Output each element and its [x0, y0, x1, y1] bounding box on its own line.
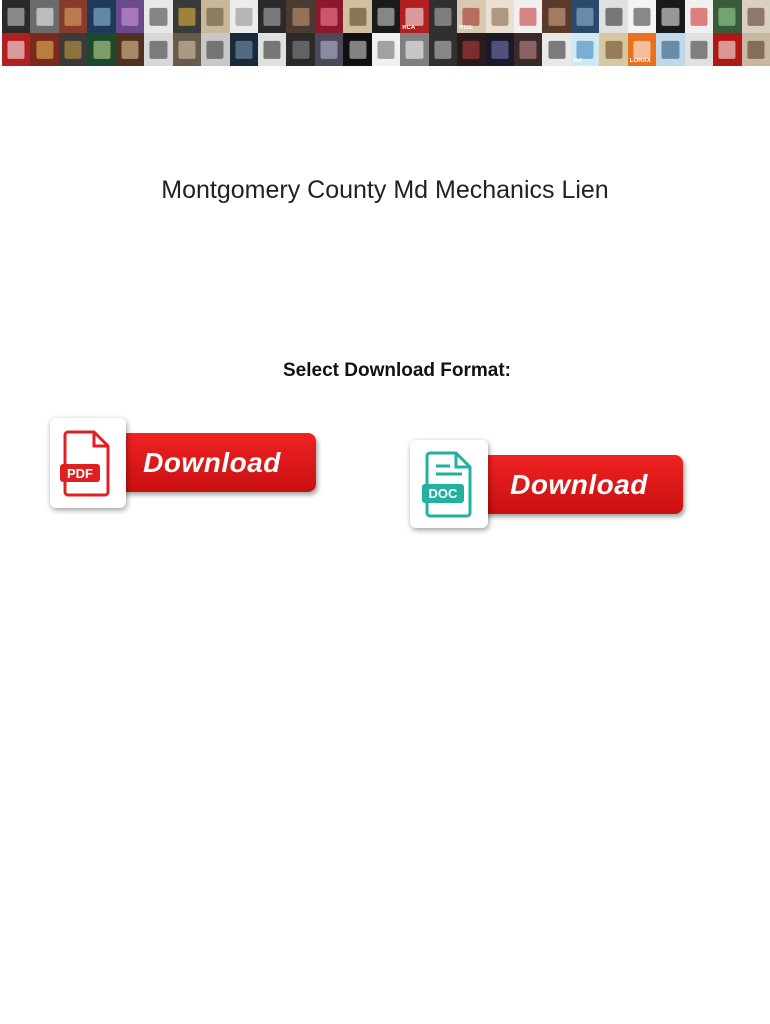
pdf-format-text: PDF	[67, 466, 93, 481]
cover-art	[349, 7, 366, 25]
cover-art	[434, 40, 451, 58]
cover-art	[719, 7, 736, 25]
cover-thumbnail	[372, 33, 400, 66]
cover-art	[662, 7, 679, 25]
pdf-card	[50, 418, 126, 508]
cover-thumbnail	[258, 0, 286, 33]
cover-art	[65, 40, 82, 58]
doc-download-button[interactable]	[410, 440, 690, 532]
cover-art	[349, 40, 366, 58]
cover-art	[690, 40, 707, 58]
cover-text: RISE	[459, 25, 474, 31]
doc-download-label: Download	[510, 468, 648, 500]
cover-art	[605, 7, 622, 25]
cover-art	[577, 7, 594, 25]
cover-art	[605, 40, 622, 58]
cover-art	[264, 7, 281, 25]
cover-thumbnail	[315, 33, 343, 66]
cover-thumbnail	[230, 0, 258, 33]
cover-thumbnail	[486, 33, 514, 66]
cover-thumbnail	[542, 33, 570, 66]
cover-art	[150, 40, 167, 58]
cover-thumbnail	[2, 33, 30, 66]
cover-thumbnail	[713, 33, 741, 66]
cover-art	[577, 40, 594, 58]
cover-art	[235, 7, 252, 25]
cover-thumbnail	[144, 0, 172, 33]
cover-art	[207, 7, 224, 25]
cover-thumbnail	[429, 33, 457, 66]
cover-art	[36, 7, 53, 25]
cover-thumbnail	[230, 33, 258, 66]
cover-art	[377, 40, 394, 58]
cover-art	[150, 7, 167, 25]
cover-thumbnail	[201, 0, 229, 33]
cover-thumbnail	[30, 0, 58, 33]
cover-thumbnail	[457, 0, 485, 33]
cover-art	[8, 40, 25, 58]
cover-thumbnail	[656, 33, 684, 66]
cover-thumbnail	[2, 0, 30, 33]
cover-thumbnail	[173, 33, 201, 66]
cover-thumbnail	[742, 0, 770, 33]
cover-thumbnail	[628, 33, 656, 66]
cover-thumbnail	[87, 33, 115, 66]
pdf-file-icon	[50, 418, 126, 508]
cover-art	[121, 40, 138, 58]
cover-thumbnail	[258, 33, 286, 66]
cover-art	[463, 40, 480, 58]
cover-text: ted	[572, 58, 582, 64]
pdf-download-button[interactable]	[50, 418, 320, 510]
cover-thumbnail	[599, 33, 627, 66]
cover-thumbnail	[201, 33, 229, 66]
cover-art	[93, 40, 110, 58]
cover-art	[235, 40, 252, 58]
cover-art	[292, 40, 309, 58]
cover-banner	[2, 0, 770, 66]
cover-art	[747, 40, 764, 58]
cover-art	[719, 40, 736, 58]
cover-thumbnail	[30, 33, 58, 66]
cover-thumbnail	[514, 0, 542, 33]
cover-thumbnail	[514, 33, 542, 66]
cover-art	[8, 7, 25, 25]
doc-card	[410, 440, 488, 528]
cover-art	[491, 7, 508, 25]
cover-art	[406, 40, 423, 58]
cover-art	[36, 40, 53, 58]
cover-art	[178, 7, 195, 25]
cover-art	[121, 7, 138, 25]
cover-thumbnail	[457, 33, 485, 66]
doc-format-text: DOC	[428, 486, 458, 501]
cover-art	[520, 7, 537, 25]
cover-art	[747, 7, 764, 25]
cover-art	[321, 40, 338, 58]
cover-text: RCA	[402, 25, 416, 31]
cover-art	[406, 7, 423, 25]
cover-thumbnail	[542, 0, 570, 33]
select-format-label: Select Download Format:	[282, 360, 512, 381]
cover-thumbnail	[656, 0, 684, 33]
cover-thumbnail	[343, 33, 371, 66]
pdf-download-red-bar[interactable]	[108, 433, 316, 492]
doc-download-red-bar[interactable]	[475, 455, 683, 514]
page-title: Montgomery County Md Mechanics Lien	[161, 176, 609, 204]
cover-art	[633, 40, 650, 58]
cover-thumbnail	[486, 0, 514, 33]
cover-thumbnail	[116, 33, 144, 66]
cover-thumbnail	[400, 33, 428, 66]
cover-art	[463, 7, 480, 25]
cover-thumbnail	[59, 0, 87, 33]
cover-thumbnail	[372, 0, 400, 33]
cover-art	[264, 40, 281, 58]
cover-art	[690, 7, 707, 25]
cover-thumbnail	[685, 33, 713, 66]
cover-thumbnail	[742, 33, 770, 66]
cover-thumbnail	[599, 0, 627, 33]
cover-art	[292, 7, 309, 25]
cover-art	[207, 40, 224, 58]
cover-thumbnail	[400, 0, 428, 33]
cover-text: LORAX	[629, 58, 651, 64]
cover-art	[178, 40, 195, 58]
pdf-download-label: Download	[143, 446, 281, 478]
cover-art	[93, 7, 110, 25]
cover-thumbnail	[144, 33, 172, 66]
cover-thumbnail	[429, 0, 457, 33]
cover-thumbnail	[87, 0, 115, 33]
cover-thumbnail	[571, 0, 599, 33]
cover-art	[377, 7, 394, 25]
cover-thumbnail	[685, 0, 713, 33]
cover-art	[65, 7, 82, 25]
cover-thumbnail	[173, 0, 201, 33]
cover-art	[633, 7, 650, 25]
cover-art	[491, 40, 508, 58]
cover-art	[321, 7, 338, 25]
cover-thumbnail	[343, 0, 371, 33]
cover-art	[434, 7, 451, 25]
cover-art	[520, 40, 537, 58]
doc-file-icon	[410, 440, 488, 528]
cover-thumbnail	[571, 33, 599, 66]
cover-thumbnail	[286, 0, 314, 33]
cover-art	[548, 40, 565, 58]
cover-thumbnail	[713, 0, 741, 33]
cover-thumbnail	[116, 0, 144, 33]
cover-thumbnail	[59, 33, 87, 66]
cover-thumbnail	[286, 33, 314, 66]
cover-thumbnail	[628, 0, 656, 33]
cover-art	[662, 40, 679, 58]
cover-thumbnail	[315, 0, 343, 33]
cover-art	[548, 7, 565, 25]
